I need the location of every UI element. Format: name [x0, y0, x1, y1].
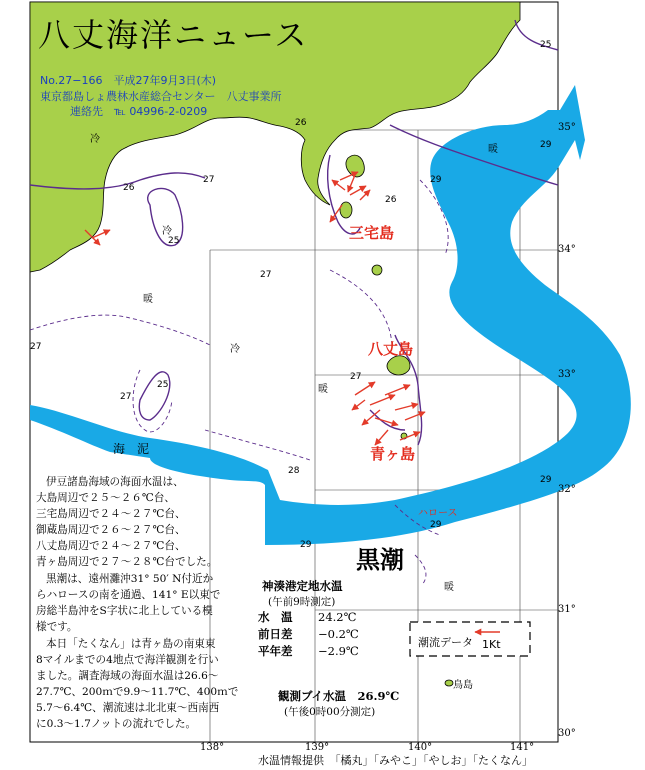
page-title: 八丈海洋ニュース	[38, 16, 309, 54]
contact-line: 連絡先 ℡ 04996-2-0209	[70, 105, 208, 118]
port-temperature	[258, 578, 359, 660]
lat-tick-31: 31°	[558, 604, 576, 615]
island-label-torishima: 鳥島	[453, 680, 473, 691]
report-text	[36, 474, 268, 733]
port-row: 平年差 −2.9℃	[258, 644, 359, 658]
iso-label: 27	[203, 175, 215, 185]
lon-tick-138: 138°	[200, 742, 225, 753]
buoy-subtitle: (午後0時00分測定)	[284, 706, 376, 718]
warm-label-2: 暖	[143, 294, 153, 305]
lat-tick-32: 32°	[558, 484, 576, 495]
legend-label: 潮流データ	[418, 636, 473, 649]
warm-label-1: 暖	[488, 144, 498, 155]
cold-label-1: 冷	[90, 134, 100, 145]
iso-label: 29	[430, 520, 442, 530]
haros-label: ハロース	[418, 508, 458, 519]
iso-label: 25	[168, 236, 180, 246]
iso-label: 27	[30, 342, 42, 352]
lat-tick-34: 34°	[558, 244, 576, 255]
legend-speed: 1Kt	[482, 638, 501, 651]
buoy-temperature	[278, 688, 399, 719]
buoy-title: 観測ブイ水温 26.9℃	[278, 689, 400, 703]
report-para-1: 伊豆諸島海域の海面水温は、 大島周辺で２５～２６℃台、 三宅島周辺で２４～２７℃台、 御蔵島周辺で２６～２７℃台、 八丈島周辺で２４～２７℃台、 青ヶ島周辺で２７～２８℃台でした。	[36, 476, 218, 568]
lat-tick-35: 35°	[558, 122, 576, 133]
iso-label: 27	[260, 270, 272, 280]
warm-label-4: 暖	[444, 582, 454, 593]
lon-tick-141: 141°	[510, 742, 535, 753]
iso-label: 29	[540, 475, 552, 485]
report-para-2: 黒潮は、遠州灘沖31° 50′ N付近か らハロースの南を通過、141° E以東で 房総半島沖をS字状に北上している模 様です。	[36, 573, 221, 633]
report-para-3: 本日「たくなん」は青ヶ島の南東東 8マイルまでの4地点で海洋観測を行い ました。調査海域の海面水温は26.6～ 27.7℃、200ｍで9.9～11.7℃、400ｍで 5.7～6.4℃、潮流速は北北東～西南西 に0.3～1.7ノットの流れでした。	[36, 638, 239, 730]
iso-label: 27	[350, 372, 362, 382]
kaidei-label: 海 泥	[113, 442, 150, 456]
cold-label-2: 冷	[162, 226, 172, 237]
kuroshio-label: 黒潮	[356, 545, 404, 574]
warm-label-3: 暖	[318, 384, 328, 395]
island-label-aogashima: 青ヶ島	[370, 445, 416, 463]
port-subtitle: (午前9時測定)	[268, 596, 336, 608]
iso-label: 29	[540, 140, 552, 150]
data-provider-footer: 水温情報提供 「橘丸」「みやこ」「やしお」「たくなん」	[258, 754, 533, 767]
iso-label: 26	[295, 118, 307, 128]
iso-label: 28	[288, 466, 300, 476]
port-title: 神湊港定地水温	[262, 579, 343, 593]
iso-label: 29	[430, 175, 442, 185]
lon-tick-140: 140°	[408, 742, 433, 753]
iso-label: 25	[540, 40, 552, 50]
lat-tick-33: 33°	[558, 369, 576, 380]
iso-label: 27	[120, 392, 132, 402]
island-label-hachijo: 八丈島	[368, 340, 414, 358]
cold-label-3: 冷	[230, 344, 240, 355]
lat-tick-30: 30°	[558, 728, 576, 739]
iso-label: 25	[157, 380, 169, 390]
iso-label: 26	[385, 195, 397, 205]
iso-label: 29	[300, 540, 312, 550]
port-row: 水 温 24.2℃	[258, 610, 357, 624]
lon-tick-139: 139°	[305, 742, 330, 753]
port-row: 前日差 −0.2℃	[258, 627, 359, 641]
issue-line: No.27−166 平成27年9月3日(木)	[40, 74, 217, 87]
org-line: 東京都島しょ農林水産総合センター 八丈事業所	[40, 90, 282, 103]
iso-label: 26	[123, 183, 135, 193]
island-label-miyake: 三宅島	[349, 224, 395, 242]
